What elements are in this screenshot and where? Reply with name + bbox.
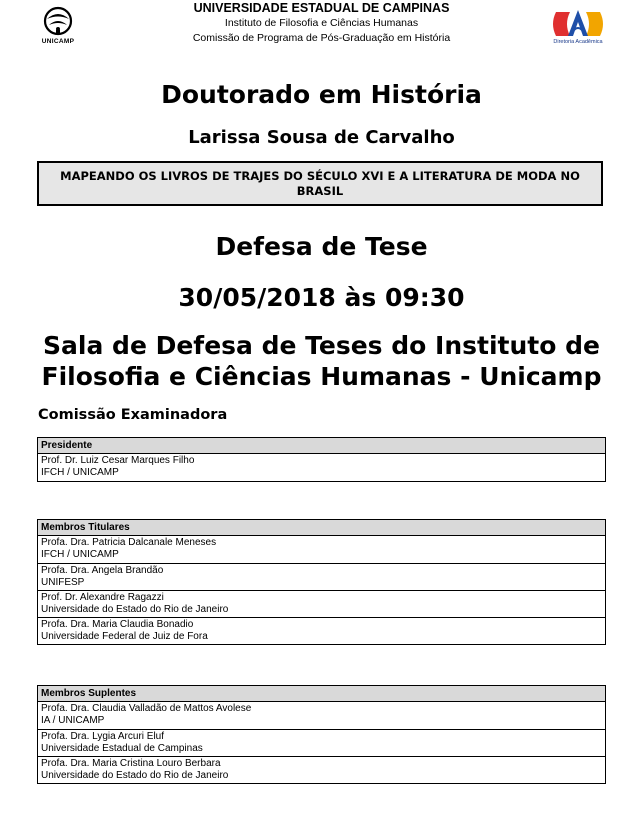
letterhead xyxy=(0,0,643,52)
university-name: UNIVERSIDADE ESTADUAL DE CAMPINAS xyxy=(193,1,450,15)
group-heading: Membros Suplentes xyxy=(38,686,605,702)
thesis-title-box xyxy=(37,161,603,206)
member-entry xyxy=(38,590,605,617)
member-affiliation: Universidade Estadual de Campinas xyxy=(41,743,203,754)
event-title: Defesa de Tese xyxy=(215,232,428,261)
member-entry xyxy=(38,617,605,644)
member-name: Profa. Dra. Claudia Valladão de Mattos Avolese xyxy=(41,703,252,714)
member-entry xyxy=(38,563,605,590)
member-affiliation: IFCH / UNICAMP xyxy=(41,467,119,478)
member-entry xyxy=(38,454,605,481)
group-membros-suplentes xyxy=(37,685,606,784)
member-entry xyxy=(38,702,605,729)
member-name: Profa. Dra. Maria Claudia Bonadio xyxy=(41,619,194,630)
member-affiliation: UNIFESP xyxy=(41,577,85,588)
member-affiliation: IFCH / UNICAMP xyxy=(41,549,119,560)
group-heading: Membros Titulares xyxy=(38,520,605,536)
member-entry xyxy=(38,536,605,563)
program-title: Doutorado em História xyxy=(161,80,482,109)
commission-name: Comissão de Programa de Pós-Graduação em História xyxy=(192,32,451,44)
member-entry xyxy=(38,756,605,783)
member-affiliation: IA / UNICAMP xyxy=(41,715,105,726)
member-affiliation: Universidade do Estado do Rio de Janeiro xyxy=(41,604,229,615)
group-presidente xyxy=(37,437,606,482)
member-name: Profa. Dra. Lygia Arcuri Eluf xyxy=(41,731,165,742)
member-entry xyxy=(38,729,605,756)
unicamp-logo xyxy=(38,6,78,48)
event-datetime: 30/05/2018 às 09:30 xyxy=(178,283,465,312)
member-affiliation: Universidade do Estado do Rio de Janeiro xyxy=(41,770,229,781)
committee-heading: Comissão Examinadora xyxy=(38,407,228,423)
member-affiliation: Universidade Federal de Juiz de Fora xyxy=(41,631,208,642)
thesis-title: MAPEANDO OS LIVROS DE TRAJES DO SÉCULO XVI E A LITERATURA DE MODA NO BRASIL xyxy=(60,168,580,198)
dac-logo-label: Diretoria Acadêmica xyxy=(553,39,603,45)
student-name: Larissa Sousa de Carvalho xyxy=(188,127,455,148)
member-name: Profa. Dra. Angela Brandão xyxy=(41,565,164,576)
dac-emblem-icon xyxy=(550,6,606,40)
institute-name: Instituto de Filosofia e Ciências Humanas xyxy=(224,17,419,29)
member-name: Profa. Dra. Maria Cristina Louro Berbara xyxy=(41,758,221,769)
member-name: Prof. Dr. Alexandre Ragazzi xyxy=(41,592,164,603)
unicamp-logo-label: UNICAMP xyxy=(41,38,75,45)
unicamp-emblem-icon xyxy=(38,6,78,38)
letterhead-text xyxy=(150,1,493,46)
member-name: Prof. Dr. Luiz Cesar Marques Filho xyxy=(41,455,195,466)
dac-logo xyxy=(550,6,606,50)
event-location: Sala de Defesa de Teses do Instituto de Filosofia e Ciências Humanas - Unicamp xyxy=(41,331,602,391)
member-name: Profa. Dra. Patricia Dalcanale Meneses xyxy=(41,537,217,548)
group-membros-titulares xyxy=(37,519,606,645)
group-heading: Presidente xyxy=(38,438,605,454)
